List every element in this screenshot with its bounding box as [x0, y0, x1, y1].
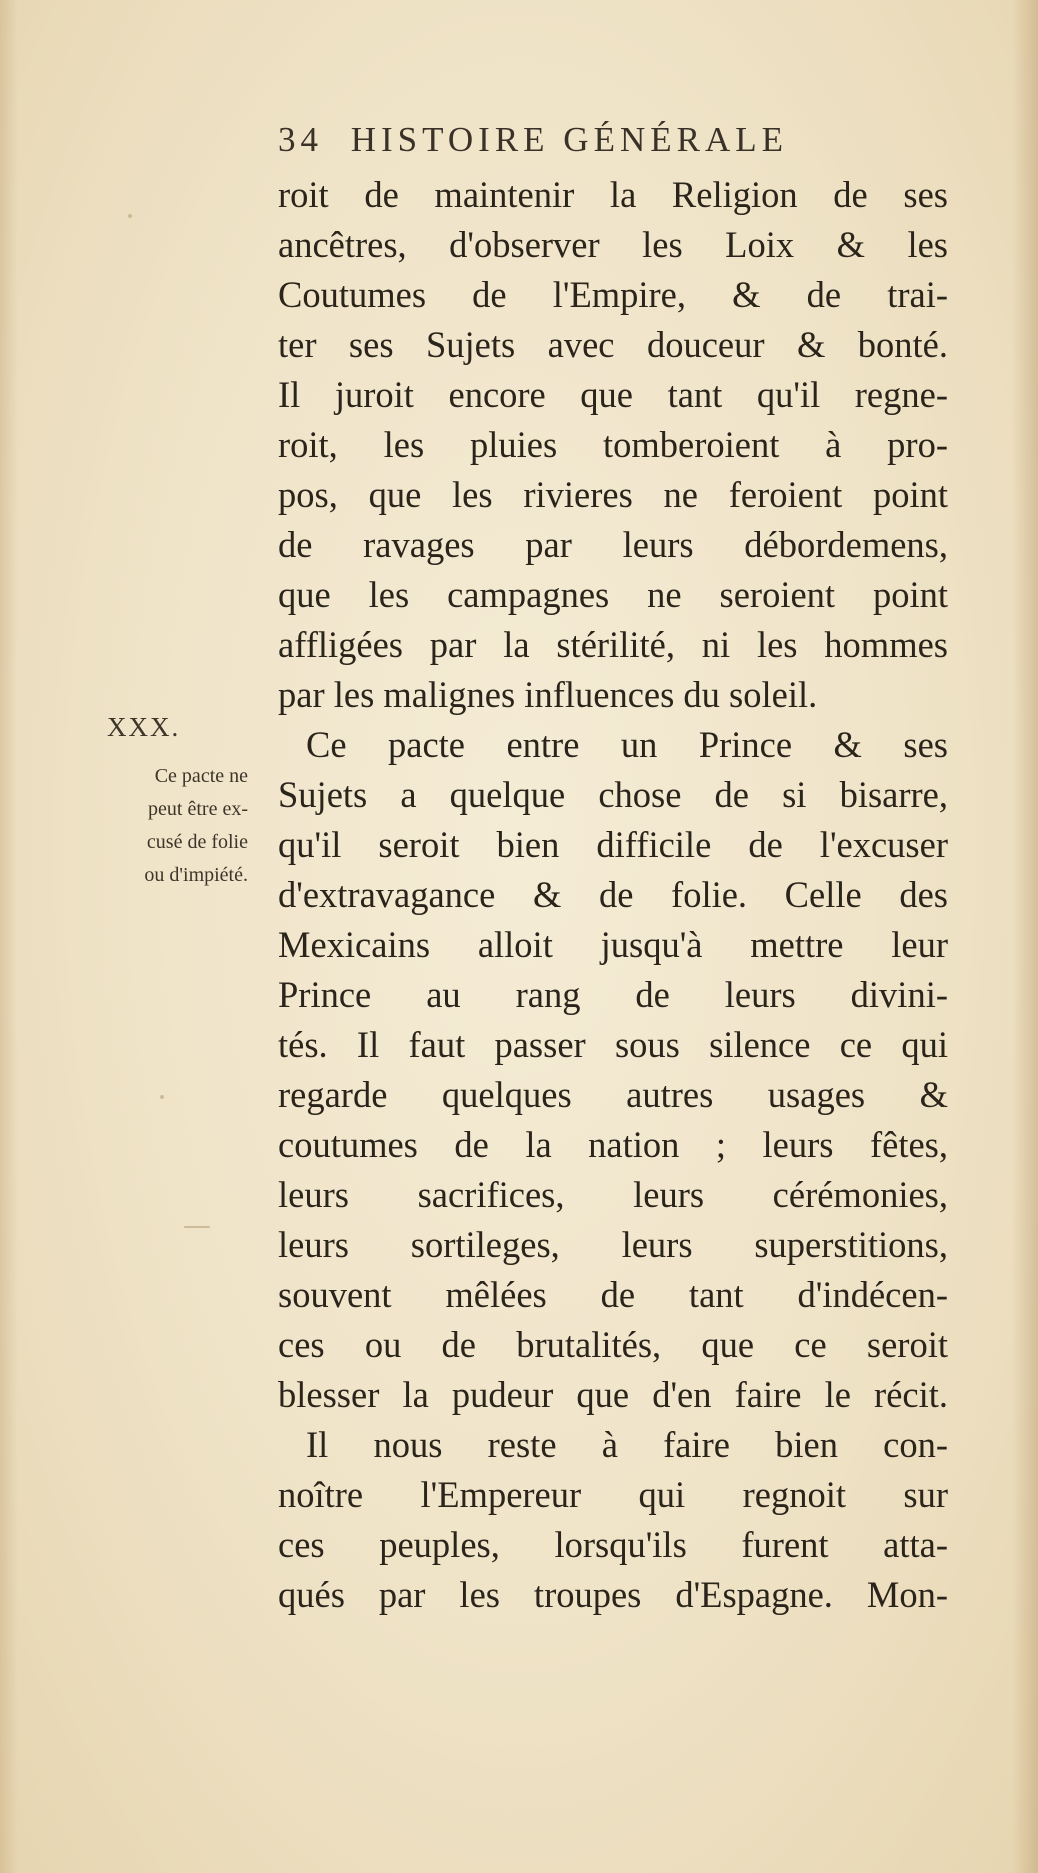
text-line: Prince au rang de leurs divini-	[278, 974, 948, 1015]
sidenote-line: cusé de folie	[146, 831, 248, 853]
sidenote-line: Ce pacte ne	[154, 765, 248, 787]
paragraph-first-line: Il nous reste à faire bien con-	[306, 1424, 948, 1465]
text-line: ces ou de brutalités, que ce seroit	[278, 1324, 948, 1365]
text-line: affligées par la stérilité, ni les hommes	[278, 624, 948, 665]
text-line: ter ses Sujets avec douceur & bonté.	[278, 324, 948, 365]
text-line: tés. Il faut passer sous silence ce qui	[278, 1024, 948, 1065]
paper-mark	[184, 1226, 210, 1228]
margin-sidenote	[76, 760, 248, 910]
page-edge-shadow-right	[1012, 0, 1038, 1873]
text-line: roit de maintenir la Religion de ses	[278, 174, 948, 215]
text-line: de ravages par leurs débordemens,	[278, 524, 948, 565]
text-line: leurs sortileges, leurs superstitions,	[278, 1224, 948, 1265]
paper-speck	[128, 214, 132, 218]
page-edge-shadow-left	[0, 0, 18, 1873]
body-text	[278, 170, 948, 1750]
text-line: souvent mêlées de tant d'indécen-	[278, 1274, 948, 1315]
section-number: XXX.	[107, 712, 181, 742]
page-number: 34	[278, 120, 323, 159]
text-line: noître l'Empereur qui regnoit sur	[278, 1474, 948, 1515]
running-head	[278, 120, 978, 172]
text-line: Coutumes de l'Empire, & de trai-	[278, 274, 948, 315]
sidenote-line: peut être ex-	[148, 798, 248, 820]
text-line: pos, que les rivieres ne feroient point	[278, 474, 948, 515]
text-line: que les campagnes ne seroient point	[278, 574, 948, 615]
sidenote-line: ou d'impiété.	[144, 864, 248, 886]
paragraph-first-line: Ce pacte entre un Prince & ses	[306, 724, 948, 765]
text-line: d'extravagance & de folie. Celle des	[278, 874, 948, 915]
text-line: leurs sacrifices, leurs cérémonies,	[278, 1174, 948, 1215]
text-line: ancêtres, d'observer les Loix & les	[278, 224, 948, 265]
text-line: blesser la pudeur que d'en faire le récit.	[278, 1374, 948, 1415]
text-line: ces peuples, lorsqu'ils furent atta-	[278, 1524, 948, 1565]
text-line: roit, les pluies tomberoient à pro-	[278, 424, 948, 465]
running-title: HISTOIRE GÉNÉRALE	[350, 120, 788, 159]
text-line: qués par les troupes d'Espagne. Mon-	[278, 1574, 948, 1615]
text-line: coutumes de la nation ; leurs fêtes,	[278, 1124, 948, 1165]
paper-speck	[160, 1095, 164, 1099]
text-line: par les malignes influences du soleil.	[278, 674, 818, 715]
text-line: regarde quelques autres usages &	[278, 1074, 948, 1115]
text-line: Mexicains alloit jusqu'à mettre leur	[278, 924, 948, 965]
text-line: Sujets a quelque chose de si bisarre,	[278, 774, 948, 815]
text-line: qu'il seroit bien difficile de l'excuser	[278, 824, 948, 865]
text-line: Il juroit encore que tant qu'il regne-	[278, 374, 948, 415]
